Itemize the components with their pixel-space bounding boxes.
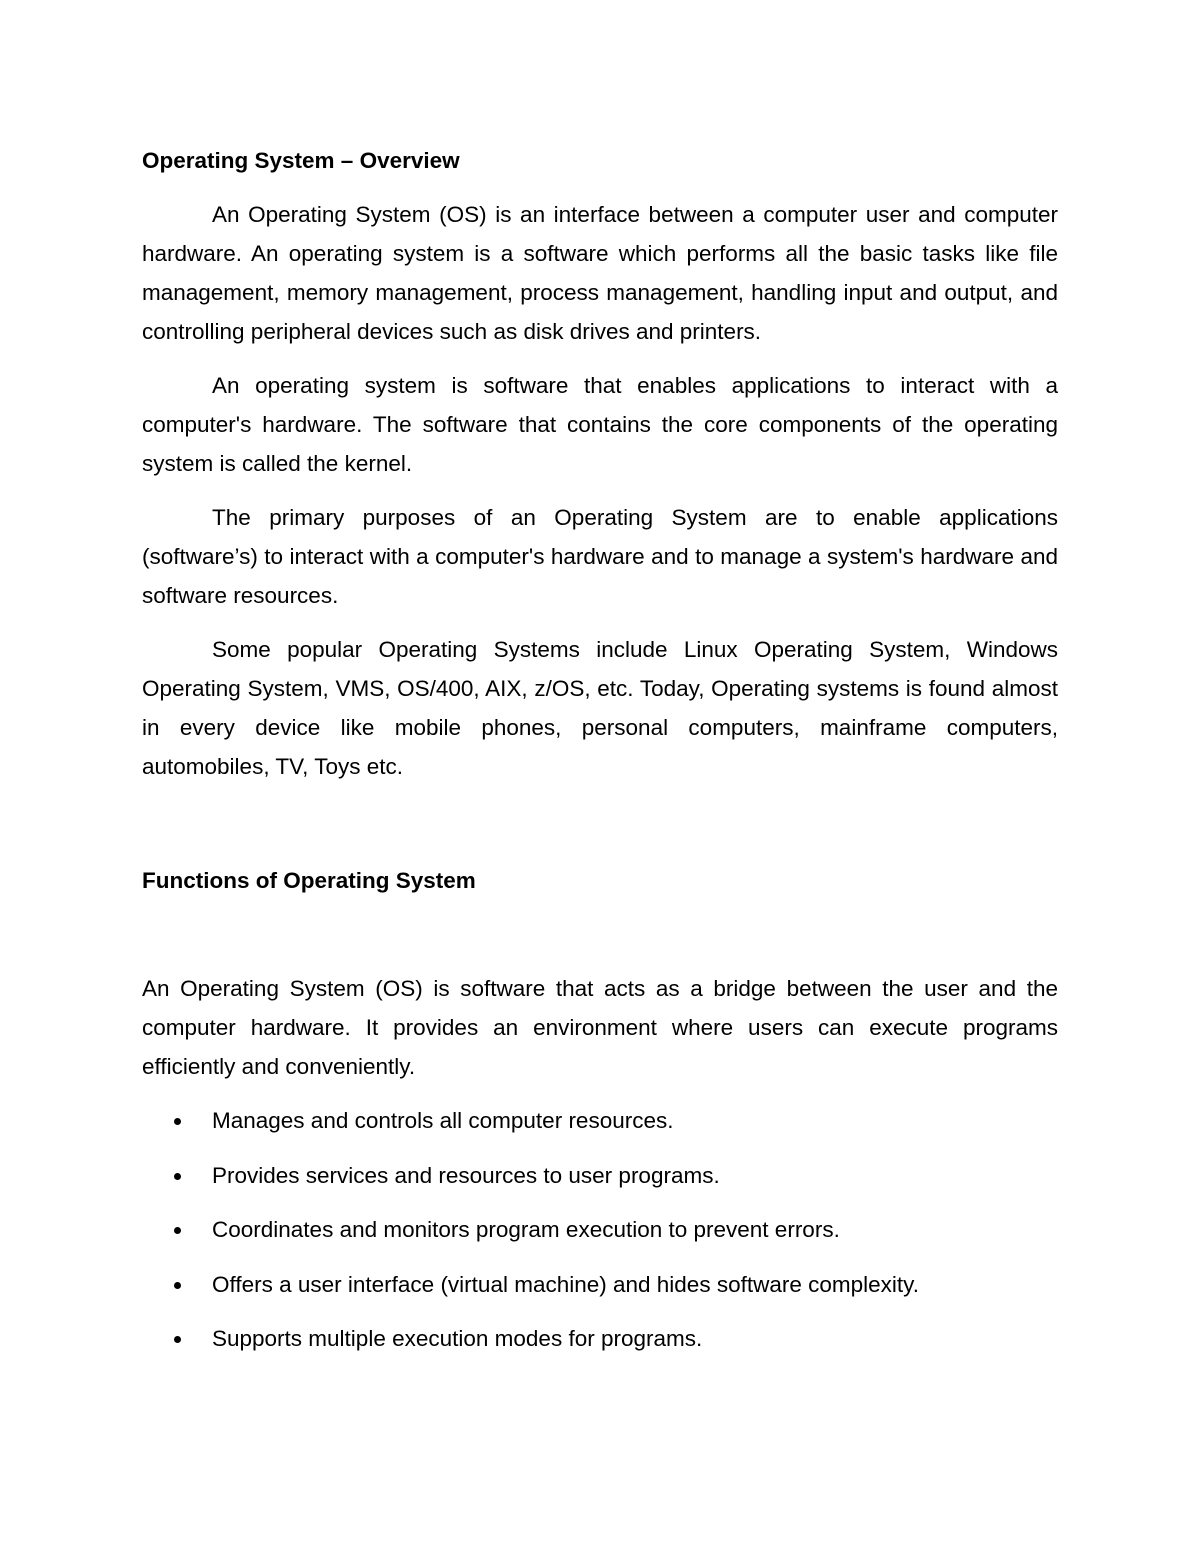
functions-bullet-list — [142, 1101, 1058, 1358]
paragraph-os-definition: An Operating System (OS) is an interface between a computer user and computer hardware. An operating system is a software which performs all the basic tasks like file management, memory management, process management, handling input and output, and controlling peripheral devices such as disk drives and printers. — [142, 202, 1058, 344]
list-item-text: Coordinates and monitors program execution to prevent errors. — [212, 1217, 840, 1242]
section-heading-functions: Functions of Operating System — [142, 868, 476, 893]
list-item-text: Supports multiple execution modes for programs. — [212, 1326, 703, 1351]
list-item — [142, 1319, 1058, 1358]
list-item-text: Manages and controls all computer resources. — [212, 1108, 674, 1133]
list-item-text: Offers a user interface (virtual machine) and hides software complexity. — [212, 1271, 919, 1297]
paragraph-os-purposes: The primary purposes of an Operating System are to enable applications (software’s) to interact with a computer's hardware and to manage a system's hardware and software resources. — [142, 505, 1058, 608]
paragraph-os-kernel: An operating system is software that enables applications to interact with a computer's hardware. The software that contains the core components of the operating system is called the kernel. — [142, 373, 1058, 476]
bullet-icon — [174, 1173, 181, 1180]
list-item-text: Provides services and resources to user programs. — [212, 1162, 720, 1188]
bullet-icon — [174, 1118, 181, 1125]
bullet-icon — [174, 1227, 181, 1234]
paragraph-os-examples: Some popular Operating Systems include Linux Operating System, Windows Operating System, VMS, OS/400, AIX, z/OS, etc. Today, Operating systems is found almost in every device like mobile phones, personal computers, mainframe computers, automobiles, TV, Toys etc. — [142, 637, 1058, 779]
list-item — [142, 1156, 1058, 1195]
list-item — [142, 1101, 1058, 1140]
bullet-icon — [174, 1336, 181, 1343]
document-body — [142, 141, 1058, 1374]
paragraph-functions-intro: An Operating System (OS) is software that acts as a bridge between the user and the computer hardware. It provides an environment where users can execute programs efficiently and conveniently. — [142, 976, 1058, 1079]
list-item — [142, 1210, 1058, 1249]
list-item — [142, 1265, 1058, 1304]
bullet-icon — [174, 1282, 181, 1289]
section-heading-overview: Operating System – Overview — [142, 148, 460, 173]
